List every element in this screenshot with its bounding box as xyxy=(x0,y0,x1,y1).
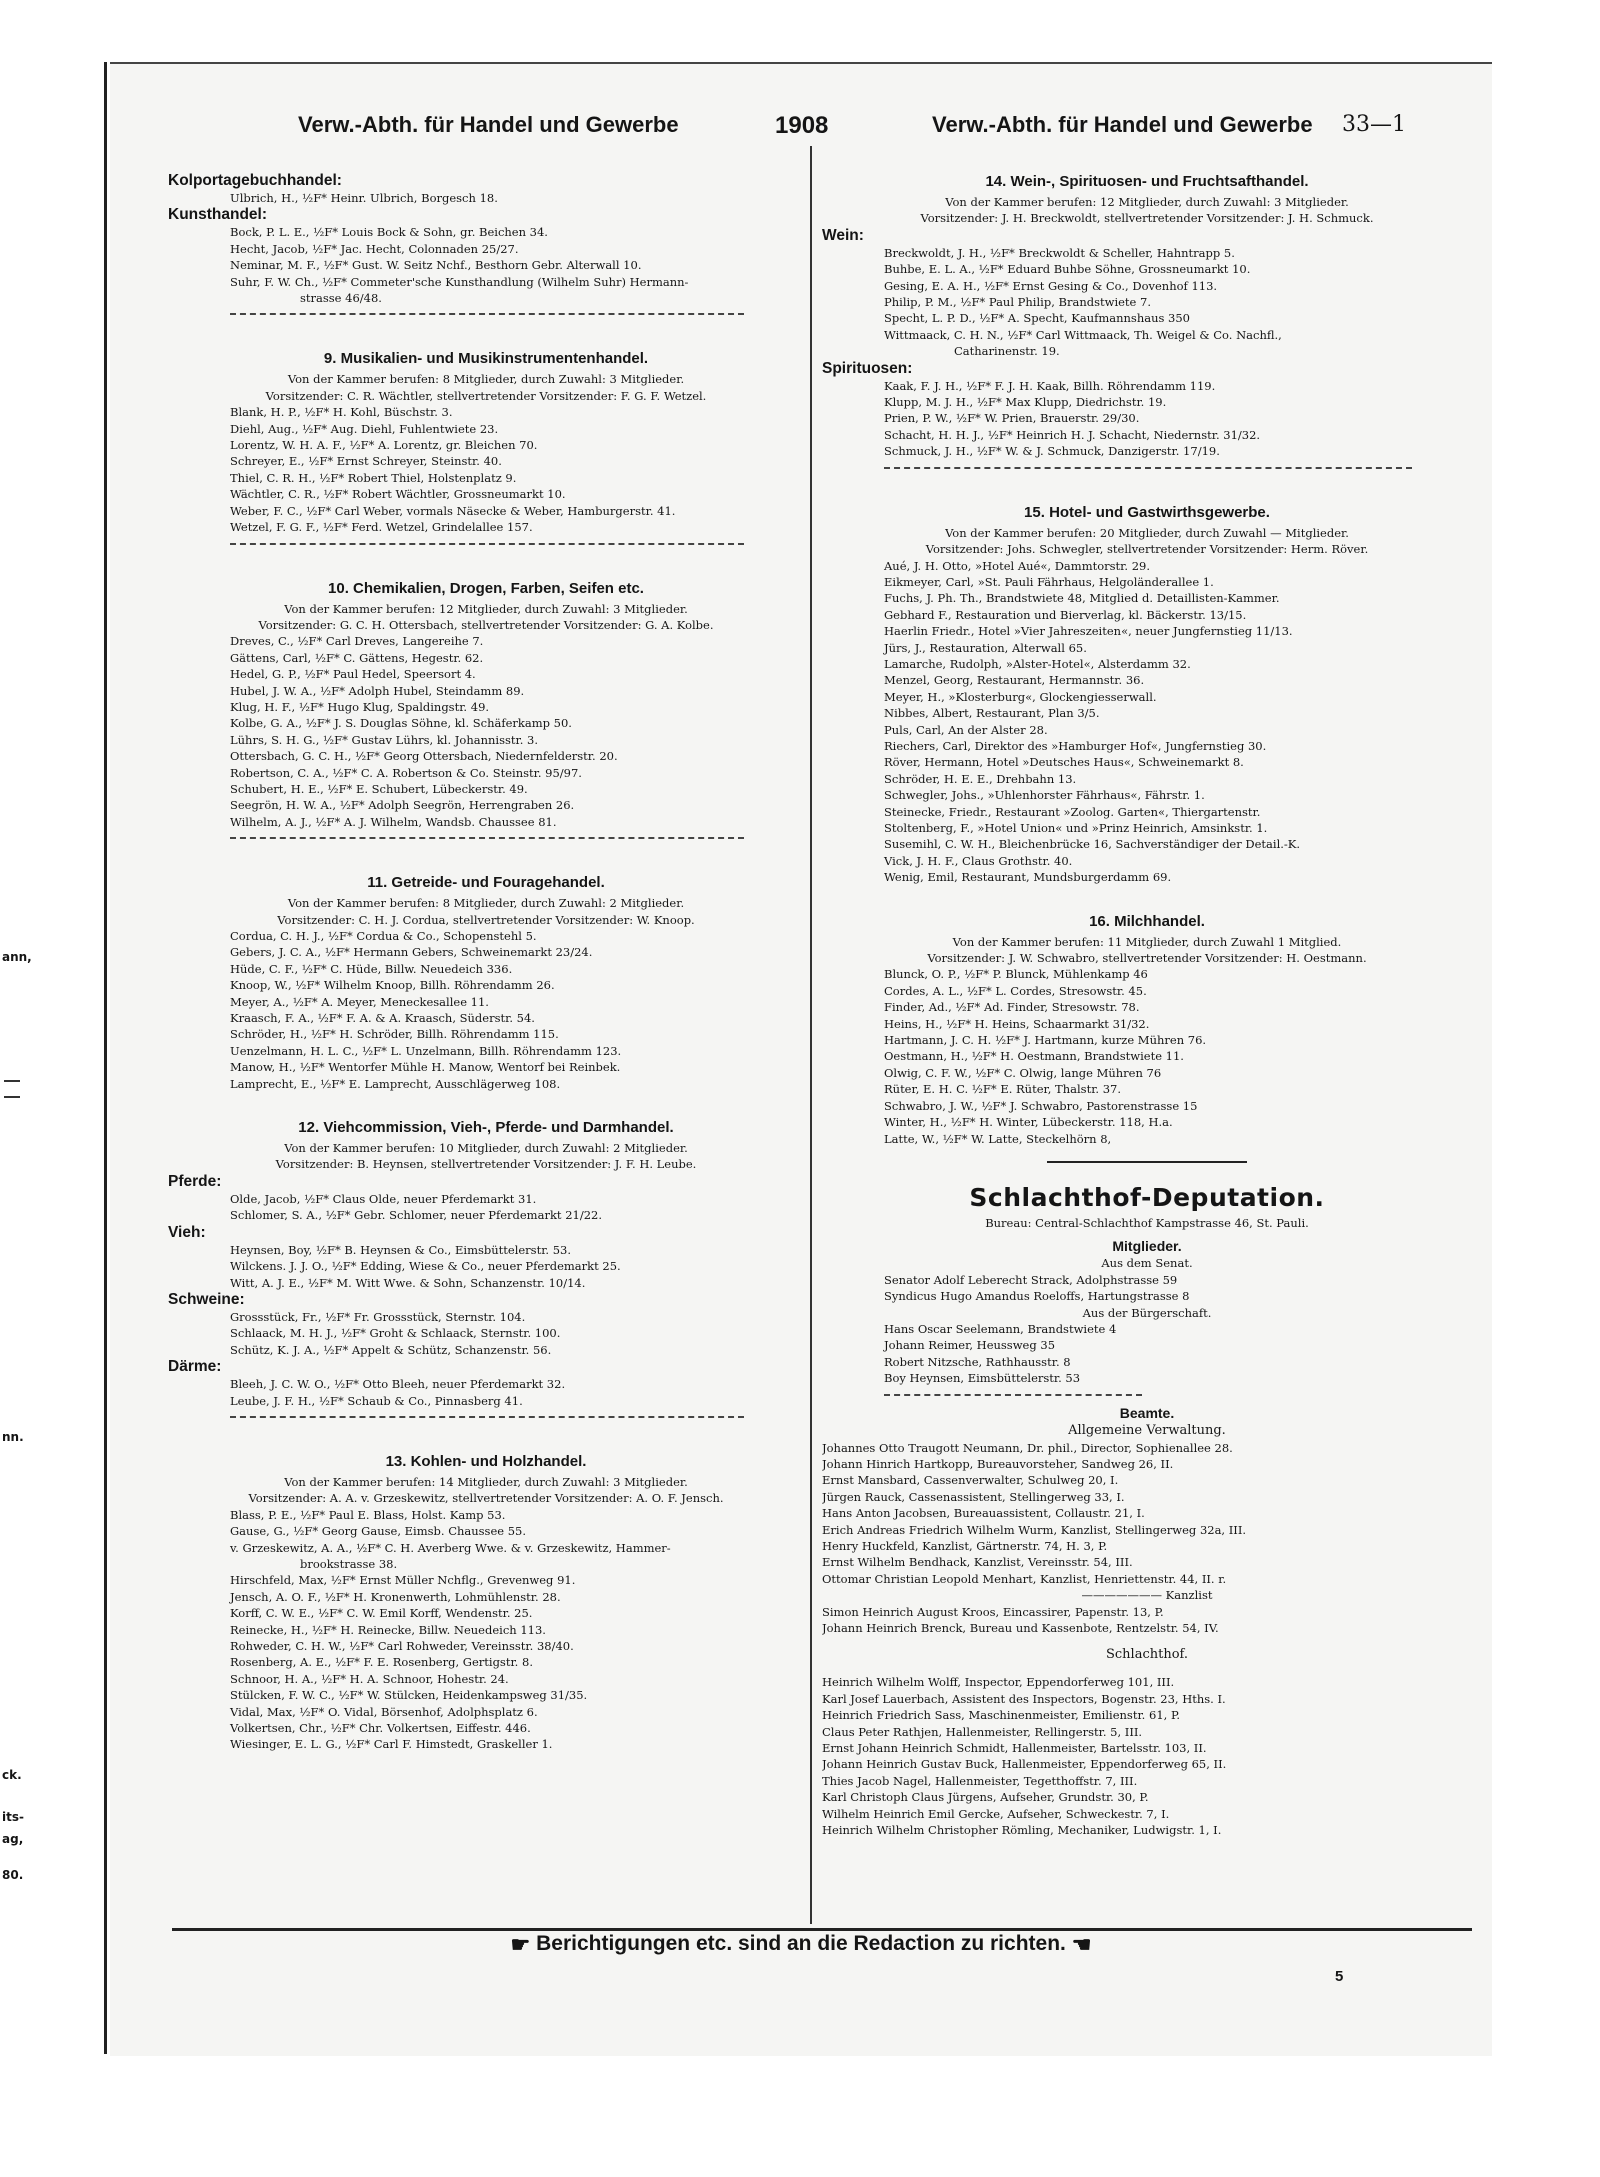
list-item: Leube, J. F. H., ½F* Schaub & Co., Pinnasberg 41. xyxy=(230,1393,523,1408)
list-item: Johann Heinrich Gustav Buck, Hallenmeister, Eppendorferweg 65, II. xyxy=(822,1757,1227,1772)
list-item: Meyer, A., ½F* A. Meyer, Meneckesallee 11. xyxy=(230,994,489,1009)
list-item: Hartmann, J. C. H. ½F* J. Hartmann, kurze Mühren 76. xyxy=(884,1033,1207,1048)
section-info: Von der Kammer berufen: 12 Mitglieder, durch Zuwahl: 3 Mitglieder. xyxy=(945,195,1349,209)
dashed-separator xyxy=(230,313,744,316)
list-item: Wetzel, F. G. F., ½F* Ferd. Wetzel, Grindelallee 157. xyxy=(230,520,533,535)
list-item: Ernst Wilhelm Bendhack, Kanzlist, Vereinsstr. 54, III. xyxy=(822,1555,1133,1570)
list-item: Grossstück, Fr., ½F* Fr. Grossstück, Sternstr. 104. xyxy=(230,1309,526,1324)
section-chair: Vorsitzender: G. C. H. Ottersbach, stellvertretender Vorsitzender: G. A. Kolbe. xyxy=(258,617,714,632)
list-item: Susemihl, C. W. H., Bleichenbrücke 16, Sachverständiger der Detail.-K. xyxy=(884,837,1301,852)
list-item: Schmuck, J. H., ½F* W. & J. Schmuck, Danzigerstr. 17/19. xyxy=(884,444,1220,459)
pointing-hand-left-icon: ☚ xyxy=(1071,1932,1092,1957)
vacant-clerk-line: ——————— Kanzlist xyxy=(1081,1588,1213,1603)
list-item: Schnoor, H. A., ½F* H. A. Schnoor, Hohestr. 24. xyxy=(230,1671,509,1686)
section-chair: Vorsitzender: B. Heynsen, stellvertretender Vorsitzender: J. F. H. Leube. xyxy=(275,1157,697,1172)
category-heading: Kunsthandel: xyxy=(168,206,268,224)
footer-notice xyxy=(110,1932,1492,1958)
list-item: Robert Nitzsche, Rathhausstr. 8 xyxy=(884,1354,1071,1369)
header-page-ref: 33—1 xyxy=(1342,112,1406,137)
margin-fragment: ann, xyxy=(2,950,32,964)
category-heading: Schweine: xyxy=(168,1290,245,1308)
list-item: Hirschfeld, Max, ½F* Ernst Müller Nchflg., Grevenweg 91. xyxy=(230,1573,576,1588)
list-item: Gebhard F., Restauration und Bierverlag, kl. Bäckerstr. 13/15. xyxy=(884,607,1247,622)
list-item: Boy Heynsen, Eimsbüttelerstr. 53 xyxy=(884,1371,1081,1386)
section-chair: Vorsitzender: C. H. J. Cordua, stellvertretender Vorsitzender: W. Knoop. xyxy=(277,912,695,927)
list-item: Lorentz, W. H. A. F., ½F* A. Lorentz, gr. Bleichen 70. xyxy=(230,438,538,453)
list-item: Schubert, H. E., ½F* E. Schubert, Lübeckerstr. 49. xyxy=(230,781,528,796)
list-item: Johannes Otto Traugott Neumann, Dr. phil., Director, Sophienallee 28. xyxy=(822,1440,1233,1455)
list-item: Wächtler, C. R., ½F* Robert Wächtler, Grossneumarkt 10. xyxy=(230,487,566,502)
admin-heading: Allgemeine Verwaltung. xyxy=(1068,1422,1226,1438)
margin-fragment: ck. xyxy=(2,1768,22,1782)
list-item: Breckwoldt, J. H., ½F* Breckwoldt & Scheller, Hahntrapp 5. xyxy=(884,245,1235,260)
list-item: Wenig, Emil, Restaurant, Mundsburgerdamm 69. xyxy=(884,870,1172,885)
deputation-bureau: Bureau: Central-Schlachthof Kampstrasse 46, St. Pauli. xyxy=(985,1215,1309,1230)
list-item: Simon Heinrich August Kroos, Eincassirer, Papenstr. 13, P. xyxy=(822,1604,1164,1619)
dashed-separator xyxy=(230,543,744,546)
list-item: Jensch, A. O. F., ½F* H. Kronenwerth, Lohmühlenstr. 28. xyxy=(230,1589,561,1604)
list-item: Syndicus Hugo Amandus Roeloffs, Hartungstrasse 8 xyxy=(884,1289,1190,1304)
list-item: Ottersbach, G. C. H., ½F* Georg Ottersbach, Niedernfelderstr. 20. xyxy=(230,749,618,764)
list-item: Senator Adolf Leberecht Strack, Adolphstrasse 59 xyxy=(884,1272,1178,1287)
section-chair: Vorsitzender: J. W. Schwabro, stellvertretender Vorsitzender: H. Oestmann. xyxy=(927,951,1367,966)
list-item: Fuchs, J. Ph. Th., Brandstwiete 48, Mitglied d. Detaillisten-Kammer. xyxy=(884,591,1280,606)
list-item: Klupp, M. J. H., ½F* Max Klupp, Diedrichstr. 19. xyxy=(884,395,1167,410)
list-item: Schröder, H. E. E., Drehbahn 13. xyxy=(884,771,1077,786)
list-item: Oestmann, H., ½F* H. Oestmann, Brandstwiete 11. xyxy=(884,1049,1184,1064)
list-item: Latte, W., ½F* W. Latte, Steckelhörn 8, xyxy=(884,1131,1112,1146)
category-heading: Kolportagebuchhandel: xyxy=(168,172,342,189)
section-chair: Vorsitzender: J. H. Breckwoldt, stellvertretender Vorsitzender: J. H. Schmuck. xyxy=(920,211,1374,226)
citizenry-label: Aus der Bürgerschaft. xyxy=(1082,1305,1212,1320)
list-item: Hubel, J. W. A., ½F* Adolph Hubel, Steindamm 89. xyxy=(230,683,525,698)
pointing-hand-right-icon: ☛ xyxy=(510,1932,531,1957)
list-item: Witt, A. J. E., ½F* M. Witt Wwe. & Sohn, Schanzenstr. 10/14. xyxy=(230,1275,586,1290)
dashed-separator xyxy=(884,1394,1142,1397)
list-item: Kaak, F. J. H., ½F* F. J. H. Kaak, Billh. Röhrendamm 119. xyxy=(884,378,1216,393)
list-item: Johann Heinrich Brenck, Bureau und Kassenbote, Rentzelstr. 54, IV. xyxy=(822,1621,1219,1636)
list-item: Hecht, Jacob, ½F* Jac. Hecht, Colonnaden 25/27. xyxy=(230,241,519,256)
list-item: Heynsen, Boy, ½F* B. Heynsen & Co., Eimsbüttelerstr. 53. xyxy=(230,1242,572,1257)
left-column xyxy=(168,172,804,1753)
adjacent-page-margin xyxy=(0,62,107,2054)
list-item: Heins, H., ½F* H. Heins, Schaarmarkt 31/32. xyxy=(884,1016,1150,1031)
list-item: Klug, H. F., ½F* Hugo Klug, Spaldingstr. 49. xyxy=(230,699,490,714)
margin-fragment: ag, xyxy=(2,1832,24,1846)
dashed-separator xyxy=(230,1416,744,1419)
list-item: Riechers, Carl, Direktor des »Hamburger Hof«, Jungfernstieg 30. xyxy=(884,738,1267,753)
list-item: Vick, J. H. F., Claus Grothstr. 40. xyxy=(884,853,1073,868)
list-item: Heinrich Friedrich Sass, Maschinenmeister, Emilienstr. 61, P. xyxy=(822,1708,1181,1723)
list-item: Uenzelmann, H. L. C., ½F* L. Unzelmann, Billh. Röhrendamm 123. xyxy=(230,1043,622,1058)
list-item: Jürgen Rauck, Cassenassistent, Stellingerweg 33, I. xyxy=(822,1489,1125,1504)
list-item: Diehl, Aug., ½F* Aug. Diehl, Fuhlentwiete 23. xyxy=(230,421,499,436)
section-rule xyxy=(1047,1161,1247,1163)
list-item: Eikmeyer, Carl, »St. Pauli Fährhaus, Helgoländerallee 1. xyxy=(884,574,1214,589)
list-item: Ernst Johann Heinrich Schmidt, Hallenmeister, Bartelsstr. 103, II. xyxy=(822,1741,1207,1756)
officials-heading: Beamte. xyxy=(1119,1404,1175,1421)
list-item: Wittmaack, C. H. N., ½F* Carl Wittmaack, Th. Weigel & Co. Nachfl., xyxy=(884,327,1282,342)
list-item: Volkertsen, Chr., ½F* Chr. Volkertsen, Eiffestr. 446. xyxy=(230,1721,531,1736)
list-item: Stülcken, F. W. C., ½F* W. Stülcken, Heidenkampsweg 31/35. xyxy=(230,1688,588,1703)
dashed-separator xyxy=(884,467,1412,470)
category-heading: Wein: xyxy=(822,226,864,244)
margin-fragment: its- xyxy=(2,1810,24,1824)
slaughterhouse-heading: Schlachthof. xyxy=(1105,1647,1189,1663)
list-item: Stoltenberg, F., »Hotel Union« und »Prinz Heinrich, Amsinkstr. 1. xyxy=(884,821,1268,835)
list-item: Kolbe, G. A., ½F* J. S. Douglas Söhne, kl. Schäferkamp 50. xyxy=(230,716,572,731)
list-item: Schreyer, E., ½F* Ernst Schreyer, Steinstr. 40. xyxy=(230,454,502,469)
section-info: Von der Kammer berufen: 8 Mitglieder, durch Zuwahl: 2 Mitglieder. xyxy=(287,896,685,911)
list-item: Olwig, C. F. W., ½F* C. Olwig, lange Mühren 76 xyxy=(884,1065,1162,1080)
list-item: Erich Andreas Friedrich Wilhelm Wurm, Kanzlist, Stellingerweg 32a, III. xyxy=(822,1522,1247,1537)
category-heading: Därme: xyxy=(168,1358,222,1376)
members-heading: Mitglieder. xyxy=(1112,1238,1182,1255)
list-item: Schröder, H., ½F* H. Schröder, Billh. Röhrendamm 115. xyxy=(230,1027,559,1042)
section-heading-16: 16. Milchhandel. xyxy=(1089,912,1205,930)
column-divider xyxy=(810,146,812,1924)
dashed-separator xyxy=(230,837,744,840)
list-item: Johann Reimer, Heussweg 35 xyxy=(884,1338,1056,1353)
footer-rule xyxy=(172,1928,1472,1931)
continuation-line: strasse 46/48. xyxy=(300,291,382,306)
section-heading-10: 10. Chemikalien, Drogen, Farben, Seifen etc. xyxy=(328,579,644,597)
list-item: Cordua, C. H. J., ½F* Cordua & Co., Schopenstehl 5. xyxy=(230,929,537,943)
list-item: Ottomar Christian Leopold Menhart, Kanzlist, Henriettenstr. 44, II. r. xyxy=(822,1571,1227,1586)
list-item: Schwegler, Johs., »Uhlenhorster Fährhaus«, Fährstr. 1. xyxy=(884,788,1205,803)
list-item: Schlaack, M. H. J., ½F* Groht & Schlaack, Sternstr. 100. xyxy=(230,1326,561,1341)
list-item: Meyer, H., »Klosterburg«, Glockengiesserwall. xyxy=(884,689,1157,704)
list-item: Rohweder, C. H. W., ½F* Carl Rohweder, Vereinsstr. 38/40. xyxy=(230,1639,574,1653)
list-item: Menzel, Georg, Restaurant, Hermannstr. 36. xyxy=(884,673,1145,688)
section-chair: Vorsitzender: Johs. Schwegler, stellvertretender Vorsitzender: Herm. Röver. xyxy=(925,542,1369,557)
list-item: Gebers, J. C. A., ½F* Hermann Gebers, Schweinemarkt 23/24. xyxy=(230,945,593,960)
list-item: Schwabro, J. W., ½F* J. Schwabro, Pastorenstrasse 15 xyxy=(884,1098,1198,1113)
senate-label: Aus dem Senat. xyxy=(1101,1256,1193,1271)
list-item: Nibbes, Albert, Restaurant, Plan 3/5. xyxy=(884,706,1100,721)
list-item: Hedel, G. P., ½F* Paul Hedel, Speersort 4. xyxy=(230,667,476,682)
category-heading: Spirituosen: xyxy=(822,359,913,377)
running-header xyxy=(110,64,1492,144)
list-item: Karl Josef Lauerbach, Assistent des Inspectors, Bogenstr. 23, Hths. I. xyxy=(822,1691,1226,1706)
list-item: Vidal, Max, ½F* O. Vidal, Börsenhof, Adolphsplatz 6. xyxy=(230,1704,538,1719)
list-item: Blass, P. E., ½F* Paul E. Blass, Holst. Kamp 53. xyxy=(230,1507,506,1522)
list-item: Finder, Ad., ½F* Ad. Finder, Stresowstr. 78. xyxy=(884,1000,1140,1015)
list-item: Jürs, J., Restauration, Alterwall 65. xyxy=(884,640,1087,655)
section-info: Von der Kammer berufen: 11 Mitglieder, durch Zuwahl 1 Mitglied. xyxy=(952,934,1342,949)
list-item: Specht, L. P. D., ½F* A. Specht, Kaufmannshaus 350 xyxy=(884,311,1191,326)
list-item: Robertson, C. A., ½F* C. A. Robertson & Co. Steinstr. 95/97. xyxy=(230,765,582,780)
list-item: Winter, H., ½F* H. Winter, Lübeckerstr. 118, H.a. xyxy=(884,1115,1173,1130)
list-item: Neminar, M. F., ½F* Gust. W. Seitz Nchf., Besthorn Gebr. Alterwall 10. xyxy=(230,258,642,273)
footer-text: Berichtigungen etc. sind an die Redaction zu richten. xyxy=(536,1932,1066,1955)
list-item: Rüter, E. H. C. ½F* E. Rüter, Thalstr. 37. xyxy=(884,1082,1122,1097)
list-item: Heinrich Wilhelm Wolff, Inspector, Eppendorferweg 101, III. xyxy=(822,1675,1175,1690)
list-item: Ernst Mansbard, Cassenverwalter, Schulweg 20, I. xyxy=(822,1473,1119,1488)
section-heading-12: 12. Viehcommission, Vieh-, Pferde- und Darmhandel. xyxy=(298,1119,674,1137)
list-item: Lamarche, Rudolph, »Alster-Hotel«, Alsterdamm 32. xyxy=(884,656,1191,671)
list-item: Rosenberg, A. E., ½F* F. E. Rosenberg, Gertigstr. 8. xyxy=(230,1655,533,1670)
continuation-line: brookstrasse 38. xyxy=(300,1556,398,1571)
list-item: Puls, Carl, An der Alster 28. xyxy=(884,722,1048,737)
list-item: Thiel, C. R. H., ½F* Robert Thiel, Holstenplatz 9. xyxy=(230,470,517,485)
directory-page xyxy=(110,62,1492,2056)
deputation-title: Schlachthof-Deputation. xyxy=(969,1182,1325,1212)
section-info: Von der Kammer berufen: 20 Mitglieder, durch Zuwahl — Mitglieder. xyxy=(945,525,1349,540)
list-item: Johann Hinrich Hartkopp, Bureauvorsteher, Sandweg 26, II. xyxy=(822,1456,1174,1471)
header-year: 1908 xyxy=(775,112,829,139)
section-heading-13: 13. Kohlen- und Holzhandel. xyxy=(385,1452,587,1470)
section-info: Von der Kammer berufen: 12 Mitglieder, durch Zuwahl: 3 Mitglieder. xyxy=(284,601,688,616)
list-item: Schlomer, S. A., ½F* Gebr. Schlomer, neuer Pferdemarkt 21/22. xyxy=(230,1208,602,1223)
list-item: Gättens, Carl, ½F* C. Gättens, Hegestr. 62. xyxy=(230,650,484,665)
list-item: Manow, H., ½F* Wentorfer Mühle H. Manow, Wentorf bei Reinbek. xyxy=(230,1060,621,1075)
list-item: Haerlin Friedr., Hotel »Vier Jahreszeiten«, neuer Jungfernstieg 11/13. xyxy=(884,624,1293,639)
list-item: Prien, P. W., ½F* W. Prien, Brauerstr. 29/30. xyxy=(884,411,1140,426)
right-column xyxy=(822,172,1472,1839)
list-item: Karl Christoph Claus Jürgens, Aufseher, Grundstr. 30, P. xyxy=(822,1790,1149,1805)
list-item: Wiesinger, E. L. G., ½F* Carl F. Himstedt, Graskeller 1. xyxy=(230,1737,553,1752)
list-item: v. Grzeskewitz, A. A., ½F* C. H. Averberg Wwe. & v. Grzeskewitz, Hammer- xyxy=(230,1540,671,1555)
list-item: Claus Peter Rathjen, Hallenmeister, Rellingerstr. 5, III. xyxy=(822,1724,1143,1739)
list-item: Hans Anton Jacobsen, Bureauassistent, Collaustr. 21, I. xyxy=(822,1506,1145,1521)
list-item: Knoop, W., ½F* Wilhelm Knoop, Billh. Röhrendamm 26. xyxy=(230,978,555,993)
section-chair: Vorsitzender: C. R. Wächtler, stellvertretender Vorsitzender: F. G. F. Wetzel. xyxy=(265,388,707,403)
list-item: Gesing, E. A. H., ½F* Ernst Gesing & Co., Dovenhof 113. xyxy=(884,278,1218,293)
margin-tick xyxy=(4,1096,20,1098)
continuation-line: Catharinenstr. 19. xyxy=(954,344,1060,359)
list-item: Ulbrich, H., ½F* Heinr. Ulbrich, Borgesch 18. xyxy=(230,191,498,205)
page-number: 5 xyxy=(1335,1968,1344,1985)
list-item: Wilhelm Heinrich Emil Gercke, Aufseher, Schweckestr. 7, I. xyxy=(822,1806,1170,1821)
list-item: Thies Jacob Nagel, Hallenmeister, Tegetthoffstr. 7, III. xyxy=(822,1773,1138,1788)
list-item: Suhr, F. W. Ch., ½F* Commeter'sche Kunsthandlung (Wilhelm Suhr) Hermann- xyxy=(230,274,689,289)
list-item: Blank, H. P., ½F* H. Kohl, Büschstr. 3. xyxy=(230,405,453,420)
list-item: Schütz, K. J. A., ½F* Appelt & Schütz, Schanzenstr. 56. xyxy=(230,1342,552,1357)
list-item: Schacht, H. H. J., ½F* Heinrich H. J. Schacht, Niedernstr. 31/32. xyxy=(884,427,1261,442)
list-item: Bleeh, J. C. W. O., ½F* Otto Bleeh, neuer Pferdemarkt 32. xyxy=(230,1377,566,1392)
list-item: Heinrich Wilhelm Christopher Römling, Mechaniker, Ludwigstr. 1, I. xyxy=(822,1823,1222,1838)
header-left-title: Verw.-Abth. für Handel und Gewerbe xyxy=(298,112,679,137)
list-item: Philip, P. M., ½F* Paul Philip, Brandstwiete 7. xyxy=(884,295,1151,310)
list-item: Henry Huckfeld, Kanzlist, Gärtnerstr. 74, H. 3, P. xyxy=(822,1539,1108,1553)
list-item: Hüde, C. F., ½F* C. Hüde, Billw. Neuedeich 336. xyxy=(230,961,513,976)
section-info: Von der Kammer berufen: 14 Mitglieder, durch Zuwahl: 3 Mitglieder. xyxy=(284,1474,688,1489)
list-item: Cordes, A. L., ½F* L. Cordes, Stresowstr. 45. xyxy=(884,983,1147,998)
margin-tick xyxy=(4,1080,20,1082)
header-right-title: Verw.-Abth. für Handel und Gewerbe xyxy=(932,112,1313,137)
list-item: Lamprecht, E., ½F* E. Lamprecht, Ausschlägerweg 108. xyxy=(230,1076,561,1091)
section-info: Von der Kammer berufen: 10 Mitglieder, durch Zuwahl: 2 Mitglieder. xyxy=(284,1141,688,1156)
list-item: Buhbe, E. L. A., ½F* Eduard Buhbe Söhne, Grossneumarkt 10. xyxy=(884,262,1251,277)
category-heading: Vieh: xyxy=(168,1223,206,1241)
list-item: Röver, Hermann, Hotel »Deutsches Haus«, Schweinemarkt 8. xyxy=(884,755,1244,770)
list-item: Olde, Jacob, ½F* Claus Olde, neuer Pferdemarkt 31. xyxy=(230,1191,537,1206)
section-chair: Vorsitzender: A. A. v. Grzeskewitz, stellvertretender Vorsitzender: A. O. F. Jensch. xyxy=(248,1491,724,1506)
list-item: Seegrön, H. W. A., ½F* Adolph Seegrön, Herrengraben 26. xyxy=(230,798,575,813)
list-item: Lührs, S. H. G., ½F* Gustav Lührs, kl. Johannisstr. 3. xyxy=(230,732,539,747)
list-item: Bock, P. L. E., ½F* Louis Bock & Sohn, gr. Beichen 34. xyxy=(230,225,548,240)
margin-fragment: nn. xyxy=(2,1430,24,1444)
section-heading-14: 14. Wein-, Spirituosen- und Fruchtsafthandel. xyxy=(985,173,1309,190)
list-item: Dreves, C., ½F* Carl Dreves, Langereihe 7. xyxy=(230,634,484,649)
list-item: Gause, G., ½F* Georg Gause, Eimsb. Chaussee 55. xyxy=(230,1524,527,1539)
list-item: Wilhelm, A. J., ½F* A. J. Wilhelm, Wandsb. Chaussee 81. xyxy=(230,814,557,829)
list-item: Korff, C. W. E., ½F* C. W. Emil Korff, Wendenstr. 25. xyxy=(230,1606,533,1621)
list-item: Wilckens. J. J. O., ½F* Edding, Wiese & Co., neuer Pferdemarkt 25. xyxy=(230,1259,621,1274)
list-item: Steinecke, Friedr., Restaurant »Zoolog. Garten«, Thiergartenstr. xyxy=(884,804,1261,819)
list-item: Reinecke, H., ½F* H. Reinecke, Billw. Neuedeich 113. xyxy=(230,1622,546,1637)
category-heading: Pferde: xyxy=(168,1172,222,1190)
list-item: Aué, J. H. Otto, »Hotel Aué«, Dammtorstr. 29. xyxy=(884,558,1150,573)
section-heading-9: 9. Musikalien- und Musikinstrumentenhandel. xyxy=(323,350,649,368)
margin-fragment: 80. xyxy=(2,1868,24,1882)
list-item: Kraasch, F. A., ½F* F. A. & A. Kraasch, Süderstr. 54. xyxy=(230,1011,535,1026)
list-item: Blunck, O. P., ½F* P. Blunck, Mühlenkamp 46 xyxy=(884,967,1148,982)
section-heading-11: 11. Getreide- und Fouragehandel. xyxy=(367,874,605,892)
list-item: Weber, F. C., ½F* Carl Weber, vormals Näsecke & Weber, Hamburgerstr. 41. xyxy=(230,503,676,518)
section-info: Von der Kammer berufen: 8 Mitglieder, durch Zuwahl: 3 Mitglieder. xyxy=(287,372,685,387)
list-item: Hans Oscar Seelemann, Brandstwiete 4 xyxy=(884,1321,1117,1336)
section-heading-15: 15. Hotel- und Gastwirthsgewerbe. xyxy=(1024,503,1270,521)
